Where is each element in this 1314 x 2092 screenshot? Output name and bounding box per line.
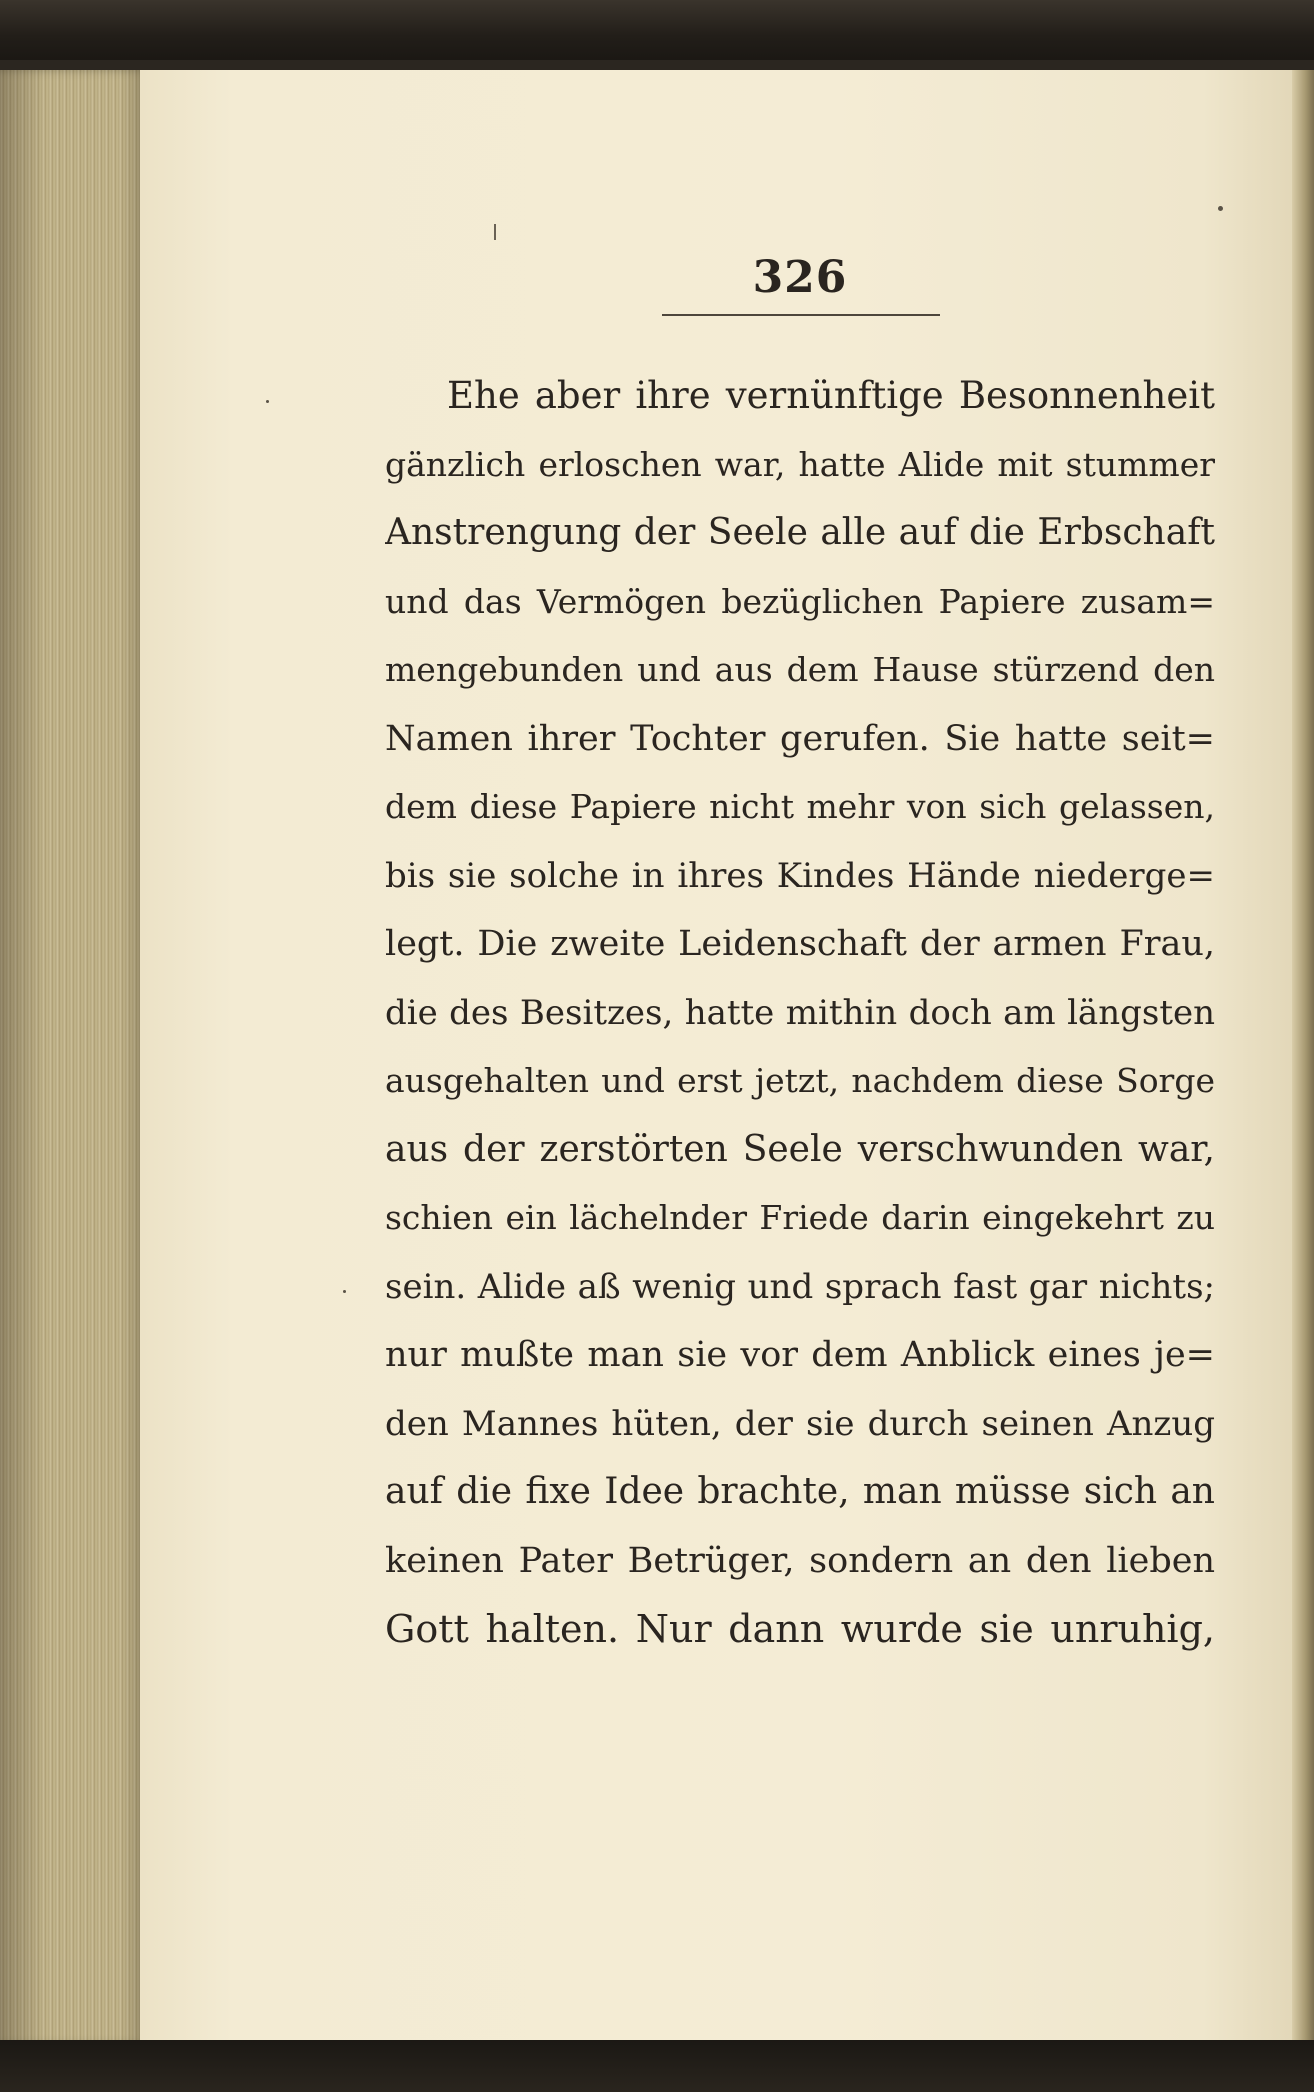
text-line: sein. Alide aß wenig und sprach fast gar nichts; xyxy=(385,1266,1215,1307)
paper-speck xyxy=(266,400,269,403)
paper-speck xyxy=(1218,206,1223,211)
text-line: Anstrengung der Seele alle auf die Erbschaft xyxy=(385,512,1215,553)
header-rule xyxy=(662,314,940,316)
text-line: auf die fixe Idee brachte, man müsse sich an xyxy=(385,1471,1215,1512)
book-cover-bottom xyxy=(0,2040,1314,2092)
text-line: ausgehalten und erst jetzt, nachdem diese Sorge xyxy=(385,1061,1215,1100)
text-line: die des Besitzes, hatte mithin doch am längsten xyxy=(385,992,1215,1033)
text-line: bis sie solche in ihres Kindes Hände niederge= xyxy=(385,855,1215,896)
text-line: dem diese Papiere nicht mehr von sich gelassen, xyxy=(385,787,1215,826)
text-line: Gott halten. Nur dann wurde sie unruhig, xyxy=(385,1607,1215,1651)
text-line: Ehe aber ihre vernünftige Besonnenheit xyxy=(447,374,1215,417)
text-line: und das Vermögen bezüglichen Papiere zusam= xyxy=(385,581,1215,621)
text-line: gänzlich erloschen war, hatte Alide mit stummer xyxy=(385,444,1215,484)
text-line: nur mußte man sie vor dem Anblick eines je= xyxy=(385,1335,1215,1375)
body-text xyxy=(385,362,1215,1664)
page-number: 326 xyxy=(752,252,848,303)
text-line: legt. Die zweite Leidenschaft der armen Frau, xyxy=(385,924,1215,964)
text-line: mengebunden und aus dem Hause stürzend den xyxy=(385,650,1215,689)
text-line: aus der zerstörten Seele verschwunden war, xyxy=(385,1128,1215,1170)
paper-mark xyxy=(494,224,496,240)
paper-speck xyxy=(343,1290,346,1293)
text-line: schien ein lächelnder Friede darin eingekehrt zu xyxy=(385,1198,1215,1237)
text-line: Namen ihrer Tochter gerufen. Sie hatte seit= xyxy=(385,718,1215,759)
text-line: den Mannes hüten, der sie durch seinen Anzug xyxy=(385,1403,1215,1444)
page-edges xyxy=(0,70,150,2045)
right-page-edge xyxy=(1292,70,1314,2045)
book-cover-top xyxy=(0,0,1314,60)
text-line: keinen Pater Betrüger, sondern an den lieben xyxy=(385,1540,1215,1581)
